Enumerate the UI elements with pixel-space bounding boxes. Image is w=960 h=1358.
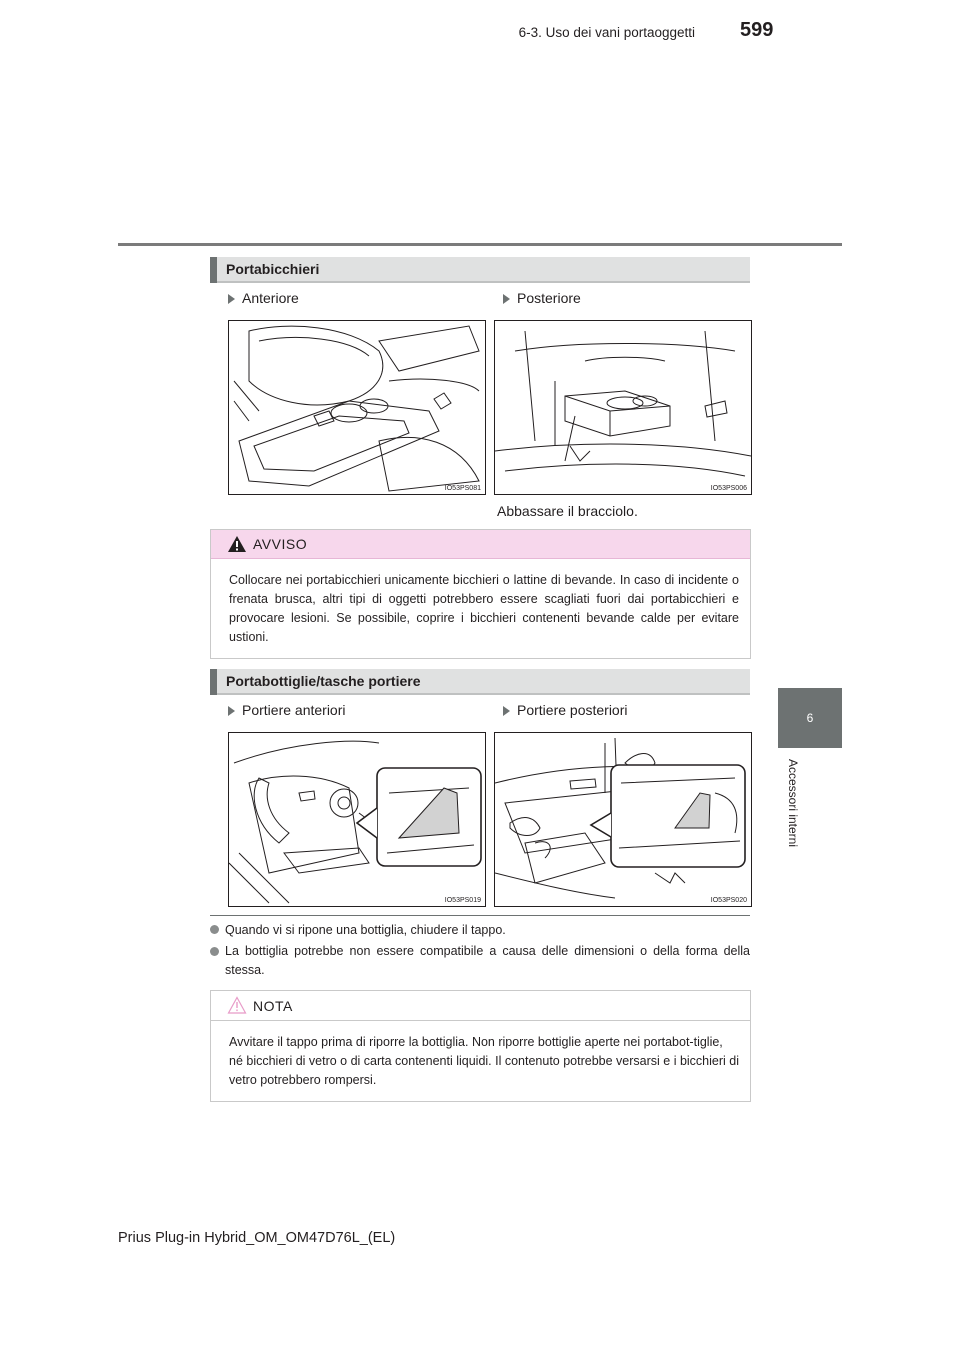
- bullet-icon: [210, 947, 219, 956]
- notice-box: [210, 990, 751, 1102]
- caption-rear: Posteriore: [503, 290, 581, 306]
- bullet-item: Quando vi si ripone una bottiglia, chiudere il tappo.: [210, 921, 750, 940]
- bullet-item: La bottiglia potrebbe non essere compatibile a causa delle dimensioni o della forma della stessa.: [210, 942, 750, 980]
- figure-code: IO53PS020: [710, 897, 747, 904]
- figure-rear-door-pocket: [494, 732, 752, 907]
- rear-door-illustration: [495, 733, 751, 906]
- rear-armrest-illustration: [495, 321, 751, 494]
- bullet-icon: [210, 925, 219, 934]
- front-door-illustration: [229, 733, 485, 906]
- triangle-marker-icon: [228, 294, 235, 304]
- warning-header: [211, 530, 750, 559]
- warning-box: [210, 529, 751, 659]
- notice-text: Avvitare il tappo prima di riporre la bottiglia. Non riporre bottiglie aperte nei portabot-tiglie, né bicchieri di vetro o di carta contenenti liquidi. Il contenuto potrebbe versarsi e i bicchieri di vetro potrebbero rompersi.: [229, 1035, 739, 1087]
- front-console-illustration: [229, 321, 485, 494]
- caption-front-doors: Portiere anteriori: [228, 702, 346, 718]
- header-rule: [118, 243, 842, 246]
- notice-title: NOTA: [253, 998, 293, 1014]
- chapter-label: Accessori interni: [786, 758, 800, 848]
- caption-rear-doors: Portiere posteriori: [503, 702, 628, 718]
- figure-code: IO53PS006: [710, 485, 747, 492]
- figure-rear-cup-holder: [494, 320, 752, 495]
- figure-code: IO53PS019: [444, 897, 481, 904]
- warning-text: Collocare nei portabicchieri unicamente bicchieri o lattine di bevande. In caso di incidente o frenata brusca, altri tipi di oggetti potrebbero essere scagliati fuori dai portabicchieri e provocare lesioni. Se possibile, coprire i bicchieri contenenti bevande calde per evitare ustioni.: [229, 573, 739, 644]
- section-heading-bottle-holders: [210, 669, 750, 695]
- section-title: Portabottiglie/tasche portiere: [226, 673, 421, 689]
- page-number: 599: [740, 19, 774, 41]
- triangle-marker-icon: [503, 706, 510, 716]
- section-heading-cup-holders: [210, 257, 750, 283]
- warning-triangle-icon: [227, 535, 247, 553]
- figure-code: IO53PS081: [444, 485, 481, 492]
- triangle-marker-icon: [228, 706, 235, 716]
- caption-front: Anteriore: [228, 290, 299, 306]
- armrest-note: Abbassare il bracciolo.: [497, 503, 638, 519]
- figure-front-cup-holder: [228, 320, 486, 495]
- section-title: Portabicchieri: [226, 261, 320, 277]
- divider: [210, 915, 750, 916]
- warning-title: AVVISO: [253, 536, 308, 552]
- chapter-tab: [778, 688, 842, 748]
- figure-front-door-pocket: [228, 732, 486, 907]
- triangle-marker-icon: [503, 294, 510, 304]
- caution-triangle-icon: [227, 996, 247, 1014]
- notice-header: [211, 991, 750, 1021]
- chapter-number: 6: [806, 711, 814, 725]
- footer-document-id: Prius Plug-in Hybrid_OM_OM47D76L_(EL): [118, 1230, 396, 1246]
- section-header: 6-3. Uso dei vani portaoggetti: [518, 25, 695, 40]
